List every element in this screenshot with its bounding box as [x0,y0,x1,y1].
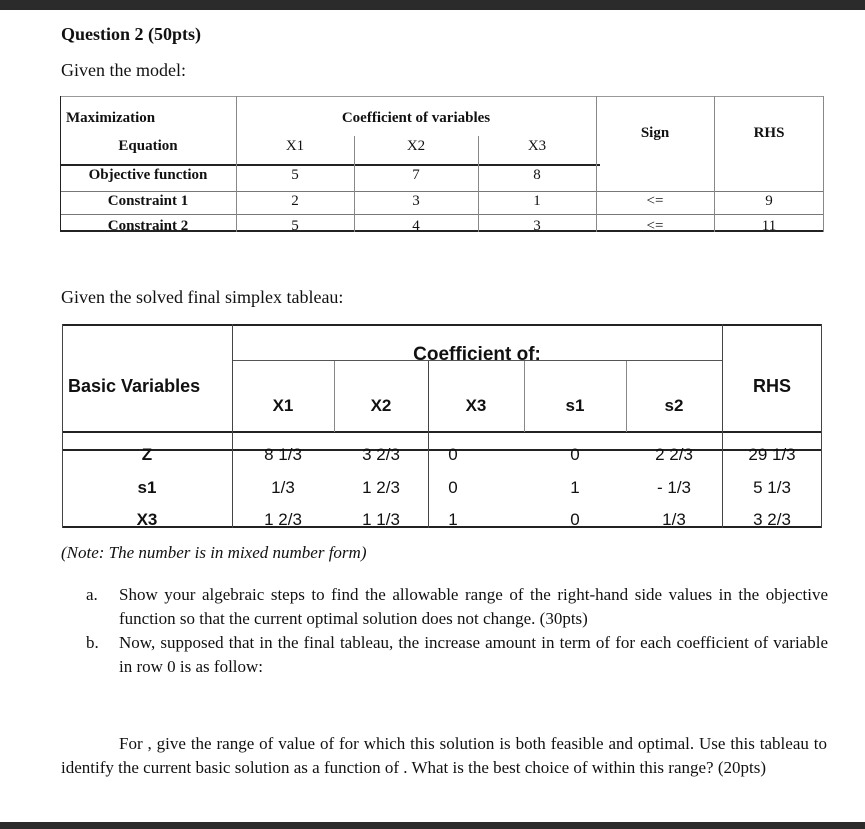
row-label-constraint-1: Constraint 1 [107,193,189,209]
tableau-row-s1-basic: s1 [137,478,157,497]
tableau-x3-x2: 1 1/3 [362,510,400,529]
tableau-z-s1: 0 [570,445,580,464]
cell-c2-x1: 5 [291,218,299,234]
tableau-s1-x1: 1/3 [271,478,295,497]
row-label-constraint-2: Constraint 2 [107,218,189,234]
tableau-s1-x2: 1 2/3 [362,478,400,497]
tableau-row-z-basic: Z [141,445,153,464]
cell-c1-x2: 3 [412,193,420,209]
tableau-col-x2: X2 [370,396,392,415]
tableau-col-s2: s2 [664,396,684,415]
given-tableau-label: Given the solved final simplex tableau: [61,287,344,307]
document-page [0,10,865,822]
tableau-s1-rhs: 5 1/3 [753,478,791,497]
tableau-z-x3: 0 [448,445,458,464]
header-basic-variables: Basic Variables [68,376,201,396]
col-header-x2: X2 [406,138,426,154]
cell-obj-x3: 8 [533,167,541,183]
note-mixed-number: (Note: The number is in mixed number form) [61,543,367,562]
question-b-label: b. [86,633,99,652]
simplex-tableau [62,324,822,530]
cell-c1-rhs: 9 [765,193,773,209]
col-header-x1: X1 [285,138,305,154]
tableau-col-s1: s1 [565,396,585,415]
tableau-z-rhs: 29 1/3 [748,445,796,464]
tableau-x3-s2: 1/3 [662,510,686,529]
cell-obj-x2: 7 [412,167,420,183]
row-label-objective: Objective function [88,167,208,183]
final-paragraph-text: For , give the range of value of for which this solution is both feasible and optimal. Use this tableau to identify the current basic solution as a function of . What is the best choice of within this range? (20pts) [61,734,827,777]
header-sign: Sign [640,125,670,141]
cell-c2-sign: <= [646,218,664,234]
final-paragraph [61,732,827,780]
question-a-text: Show your algebraic steps to find the allowable range of the right-hand side values in the objective function so that the current optimal solution does not change. (30pts) [119,585,828,628]
tableau-s1-s1: 1 [570,478,580,497]
cell-c2-rhs: 11 [761,218,777,234]
tableau-z-x1: 8 1/3 [264,445,302,464]
cell-c1-x1: 2 [291,193,299,209]
tableau-x3-s1: 0 [570,510,580,529]
tableau-header-rhs: RHS [752,376,791,396]
model-table [60,96,824,232]
tableau-z-x2: 3 2/3 [362,445,400,464]
cell-c2-x2: 4 [412,218,420,234]
header-maximization: Maximization [66,110,156,126]
tableau-col-x1: X1 [272,396,294,415]
tableau-s1-x3: 0 [448,478,458,497]
given-model-label: Given the model: [61,60,186,80]
header-coefficient-of-variables: Coefficient of variables [341,110,491,126]
cell-c1-x3: 1 [533,193,541,209]
tableau-x3-rhs: 3 2/3 [753,510,791,529]
cell-obj-x1: 5 [291,167,299,183]
tableau-col-x3: X3 [465,396,487,415]
tableau-s1-s2: - 1/3 [656,478,692,497]
col-header-x3: X3 [527,138,547,154]
question-title: Question 2 (50pts) [61,24,202,44]
header-coefficient-of: Coefficient of: [413,344,541,365]
question-a [86,583,828,631]
tableau-row-x3-basic: X3 [136,510,158,529]
tableau-x3-x1: 1 2/3 [264,510,302,529]
question-b [86,631,828,679]
row-label-equation: Equation [118,138,178,154]
cell-c2-x3: 3 [533,218,541,234]
question-a-label: a. [86,585,98,604]
header-rhs: RHS [753,125,785,141]
question-b-text: Now, supposed that in the final tableau, the increase amount in term of for each coefficient of variable in row 0 is as follow: [119,633,828,676]
cell-c1-sign: <= [646,193,664,209]
tableau-x3-x3: 1 [448,510,458,529]
tableau-z-s2: 2 2/3 [655,445,693,464]
